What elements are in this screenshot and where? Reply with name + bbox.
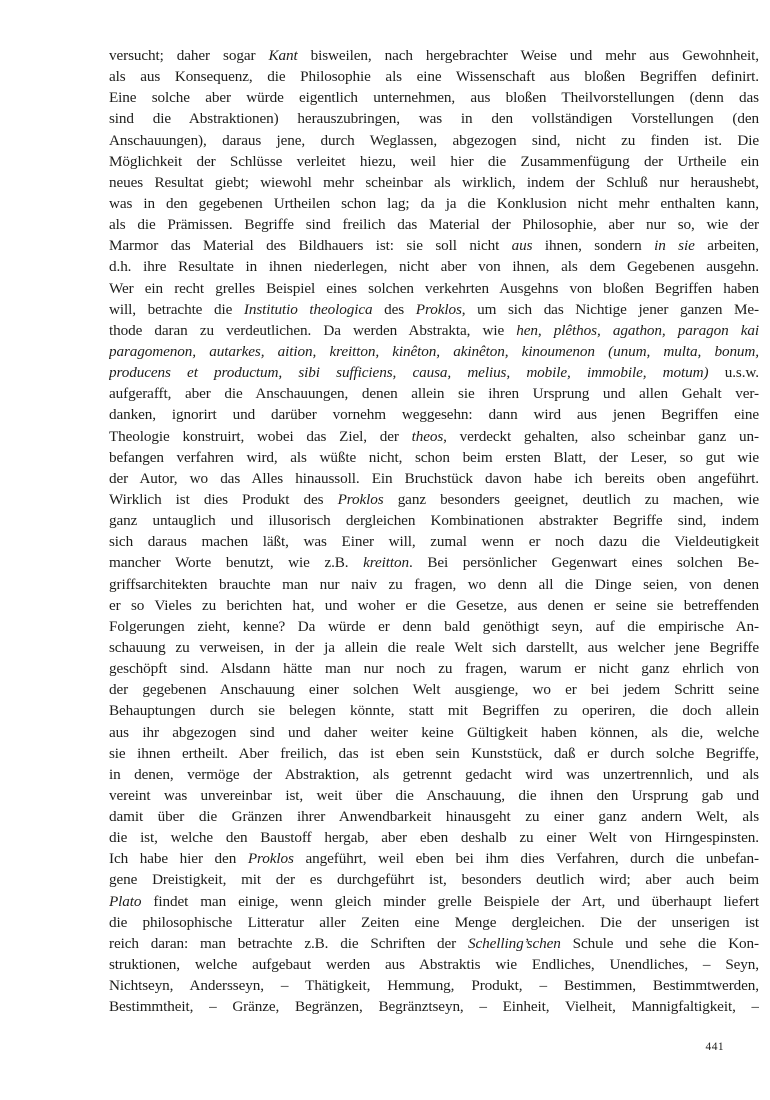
text-line [109, 130, 759, 151]
text-run: Möglichkeit der Schlüsse verleitet hiezu, weil hier die Zusammenfügung der Urtheile ein [109, 152, 759, 170]
text-line [109, 404, 759, 425]
text-run: sie ihnen ertheilt. Aber freilich, das ist eben sein Kunststück, daß er durch solche Begriffe, [109, 744, 759, 762]
text-run: u.s.w. [708, 364, 759, 382]
text-run: Nichtseyn, Andersseyn, – Thätigkeit, Hemmung, Produkt, – Bestimmen, Bestimmtwerden, [109, 977, 759, 995]
text-line [109, 108, 759, 129]
text-line [109, 827, 759, 848]
text-line [109, 45, 759, 66]
text-run: befangen verfahren wird, als wüßte nicht, schon beim ersten Blatt, der Leser, so gut wie [109, 448, 759, 466]
italic-text-run: Proklos [337, 490, 384, 508]
text-run: danken, ignorirt und darüber vornehm weggesehn: dann wird aus jenen Begriffen eine [109, 406, 759, 424]
text-run: in denen, vermöge der Abstraktion, als getrennt gedacht wird was unzertrennlich, und als [109, 765, 759, 783]
text-line [109, 658, 759, 679]
text-run: findet man einige, wenn gleich minder grelle Beispiele der Art, und überhaupt liefert [141, 892, 759, 910]
italic-text-run: Kant [268, 47, 298, 64]
italic-text-run: theos [411, 427, 444, 445]
italic-text-run: hen, plêthos, agathon, paragon kai [516, 321, 759, 339]
text-run: , um sich das Nichtige jener ganzen Me- [461, 300, 759, 318]
italic-text-run: Schelling’schen [468, 934, 561, 952]
text-line [109, 468, 759, 489]
text-run: der Autor, wo das Alles hinaussoll. Ein Bruchstück davon habe ich bereits oben angeführt. [109, 469, 759, 487]
italic-text-run: Proklos [415, 300, 462, 318]
text-run: die ist, welche den Baustoff hergab, aber eben deshalb zu einer Welt von Hirngespinsten. [109, 829, 759, 847]
text-run: angeführt, weil eben bei ihm dies Verfahren, durch die unbefan- [293, 850, 759, 868]
text-line [109, 278, 759, 299]
text-run: aus ihr abgezogen sind und daher weiter keine Gültigkeit haben können, als die, welche [109, 723, 759, 741]
text-line [109, 151, 759, 172]
text-line [109, 806, 759, 827]
text-run: bisweilen, nach hergebrachter Weise und mehr aus Gewohnheit, [297, 47, 759, 64]
text-run: Marmor das Material des Bildhauers ist: sie soll nicht [109, 237, 512, 255]
text-run: was in den gegebenen Urtheilen schon lag; da ja die Konklusion nicht mehr enthalten kann, [109, 194, 759, 212]
text-run: Schule und sehe die Kon- [560, 934, 759, 952]
text-line [109, 383, 759, 404]
text-line [109, 235, 759, 256]
text-line [109, 214, 759, 235]
italic-text-run: in sie [654, 237, 695, 255]
italic-text-run: paragomenon, autarkes, aition, kreitton, kinêton, akinêton, kinoumenon (unum, multa, bonum, [109, 342, 759, 360]
text-line [109, 531, 759, 552]
page-number: 441 [705, 1041, 724, 1053]
text-run: Theologie konstruirt, wobei das Ziel, der [109, 427, 412, 445]
text-run: die philosophische Litteratur aller Zeiten eine Menge dergleichen. Die der unserigen ist [109, 913, 759, 931]
text-run: mancher Worte benutzt, wie z.B. [109, 554, 364, 572]
italic-text-run: kreitton [363, 554, 410, 572]
text-line [109, 87, 759, 108]
text-line [109, 975, 759, 996]
text-line [109, 552, 759, 573]
italic-text-run: producens et productum, sibi sufficiens, causa, melius, mobile, immobile, motum) [109, 364, 709, 382]
text-line [109, 891, 759, 912]
text-run: thode daran zu verdeutlichen. Da werden Abstrakta, wie [109, 321, 517, 339]
text-run: . Bei persönlicher Gegenwart eines solchen Be- [409, 554, 759, 572]
text-line [109, 637, 759, 658]
text-run: reich daran: man betrachte z.B. die Schriften der [109, 934, 469, 952]
text-line [109, 172, 759, 193]
text-line [109, 996, 759, 1017]
text-run: der gegebenen Anschauung einer solchen Welt ausgienge, wo er bei jedem Schritt seine [109, 681, 759, 699]
text-line [109, 785, 759, 806]
text-line [109, 743, 759, 764]
text-run: Eine solche aber würde eigentlich unternehmen, aus bloßen Theilvorstellungen (denn das [109, 89, 759, 107]
text-run: Behauptungen durch sie belegen könnte, statt mit Begriffen zu operiren, die doch allein [109, 702, 759, 720]
text-run: damit über die Gränzen ihrer Anwendbarkeit hinausgeht zu einer ganz andern Welt, als [109, 808, 759, 826]
text-run: ihnen, sondern [532, 237, 655, 255]
text-line [109, 679, 759, 700]
text-line [109, 848, 759, 869]
text-run: vereint was unvereinbar ist, weit über die Anschauung, die ihnen den Ursprung gab und [109, 786, 759, 804]
text-line [109, 574, 759, 595]
text-line [109, 700, 759, 721]
italic-text-run: Proklos [247, 850, 294, 868]
text-line [109, 66, 759, 87]
text-run: ganz besonders geeignet, deutlich zu machen, wie [383, 490, 759, 508]
text-run: d.h. ihre Resultate in ihnen niederlegen, nicht aber von ihnen, als dem Gegebenen ausgehn. [109, 258, 759, 276]
text-run: als die Prämissen. Begriffe sind freilich das Material der Philosophie, aber nur so, wie der [109, 216, 759, 234]
text-run: als aus Konsequenz, die Philosophie als eine Wissenschaft aus bloßen Begriffen definirt. [109, 68, 759, 86]
page-text [109, 45, 759, 1017]
text-line [109, 616, 759, 637]
text-run: des [372, 300, 416, 318]
text-run: gene Dreistigkeit, mit der es durchgeführt ist, besonders deutlich wird; aber auch beim [109, 871, 759, 889]
text-line [109, 595, 759, 616]
italic-text-run: Plato [109, 892, 142, 910]
text-run: will, betrachte die [109, 300, 244, 318]
text-run: aufgerafft, aber die Anschauungen, denen allein sie ihren Ursprung und allen Gehalt ver- [109, 385, 759, 403]
text-line [109, 362, 759, 383]
text-run: arbeiten, [694, 237, 759, 255]
text-line [109, 256, 759, 277]
text-line [109, 510, 759, 531]
text-run: ganz untauglich und illusorisch dergleichen Kombinationen abstrakter Begriffe sind, indem [109, 512, 759, 530]
text-line [109, 320, 759, 341]
text-run: Ich habe hier den [109, 850, 248, 868]
text-line [109, 869, 759, 890]
text-run: struktionen, welche aufgebaut werden aus Abstraktis wie Endliches, Unendliches, – Seyn, [109, 956, 759, 974]
text-run: Folgerungen zieht, kenne? Da würde er denn bald genöthigt seyn, auf die empirische An- [109, 617, 759, 635]
italic-text-run: Institutio theologica [243, 300, 373, 318]
text-run: er so Vieles zu berichten hat, und woher er die Gesetze, aus denen er seine sie betreffenden [109, 596, 759, 614]
text-line [109, 193, 759, 214]
text-run: Anschauungen), daraus jene, durch Weglassen, abgezogen sind, nicht zu finden ist. Die [109, 131, 759, 149]
text-line [109, 933, 759, 954]
text-line [109, 447, 759, 468]
text-line [109, 426, 759, 447]
text-line [109, 489, 759, 510]
text-run: Wer ein recht grelles Beispiel eines solchen verkehrten Ausgehns von bloßen Begriffen haben [109, 279, 759, 297]
text-line [109, 299, 759, 320]
text-run: Bestimmtheit, – Gränze, Begränzen, Begränztseyn, – Einheit, Vielheit, Mannigfaltigkeit, – [109, 998, 759, 1016]
text-run: geschöpft sind. Alsdann hätte man nur noch zu fragen, warum er nicht ganz ehrlich von [109, 660, 759, 678]
text-line [109, 341, 759, 362]
text-line [109, 722, 759, 743]
text-run: schauung zu verweisen, in der ja allein die reale Welt sich darstellt, aus welcher jene Begriffe [109, 638, 759, 656]
text-run: Wirklich ist dies Produkt des [109, 490, 338, 508]
text-line [109, 954, 759, 975]
italic-text-run: aus [511, 237, 533, 255]
text-run: griffsarchitekten brauchte man nur naiv zu fragen, wo denn all die Dinge seien, von denen [109, 575, 759, 593]
text-run: neues Resultat giebt; wiewohl mehr scheinbar als wirklich, indem der Schluß nur heraushebt, [109, 173, 759, 191]
text-run: sind die Abstraktionen) herauszubringen, was in den vollständigen Vorstellungen (den [109, 110, 759, 128]
text-run: versucht; daher sogar [109, 47, 269, 64]
text-line [109, 764, 759, 785]
text-run: , verdeckt gehalten, also scheinbar ganz un- [443, 427, 759, 445]
text-run: sich daraus machen läßt, was Einer will, zumal wenn er noch dazu die Vieldeutigkeit [109, 533, 759, 551]
text-line [109, 912, 759, 933]
